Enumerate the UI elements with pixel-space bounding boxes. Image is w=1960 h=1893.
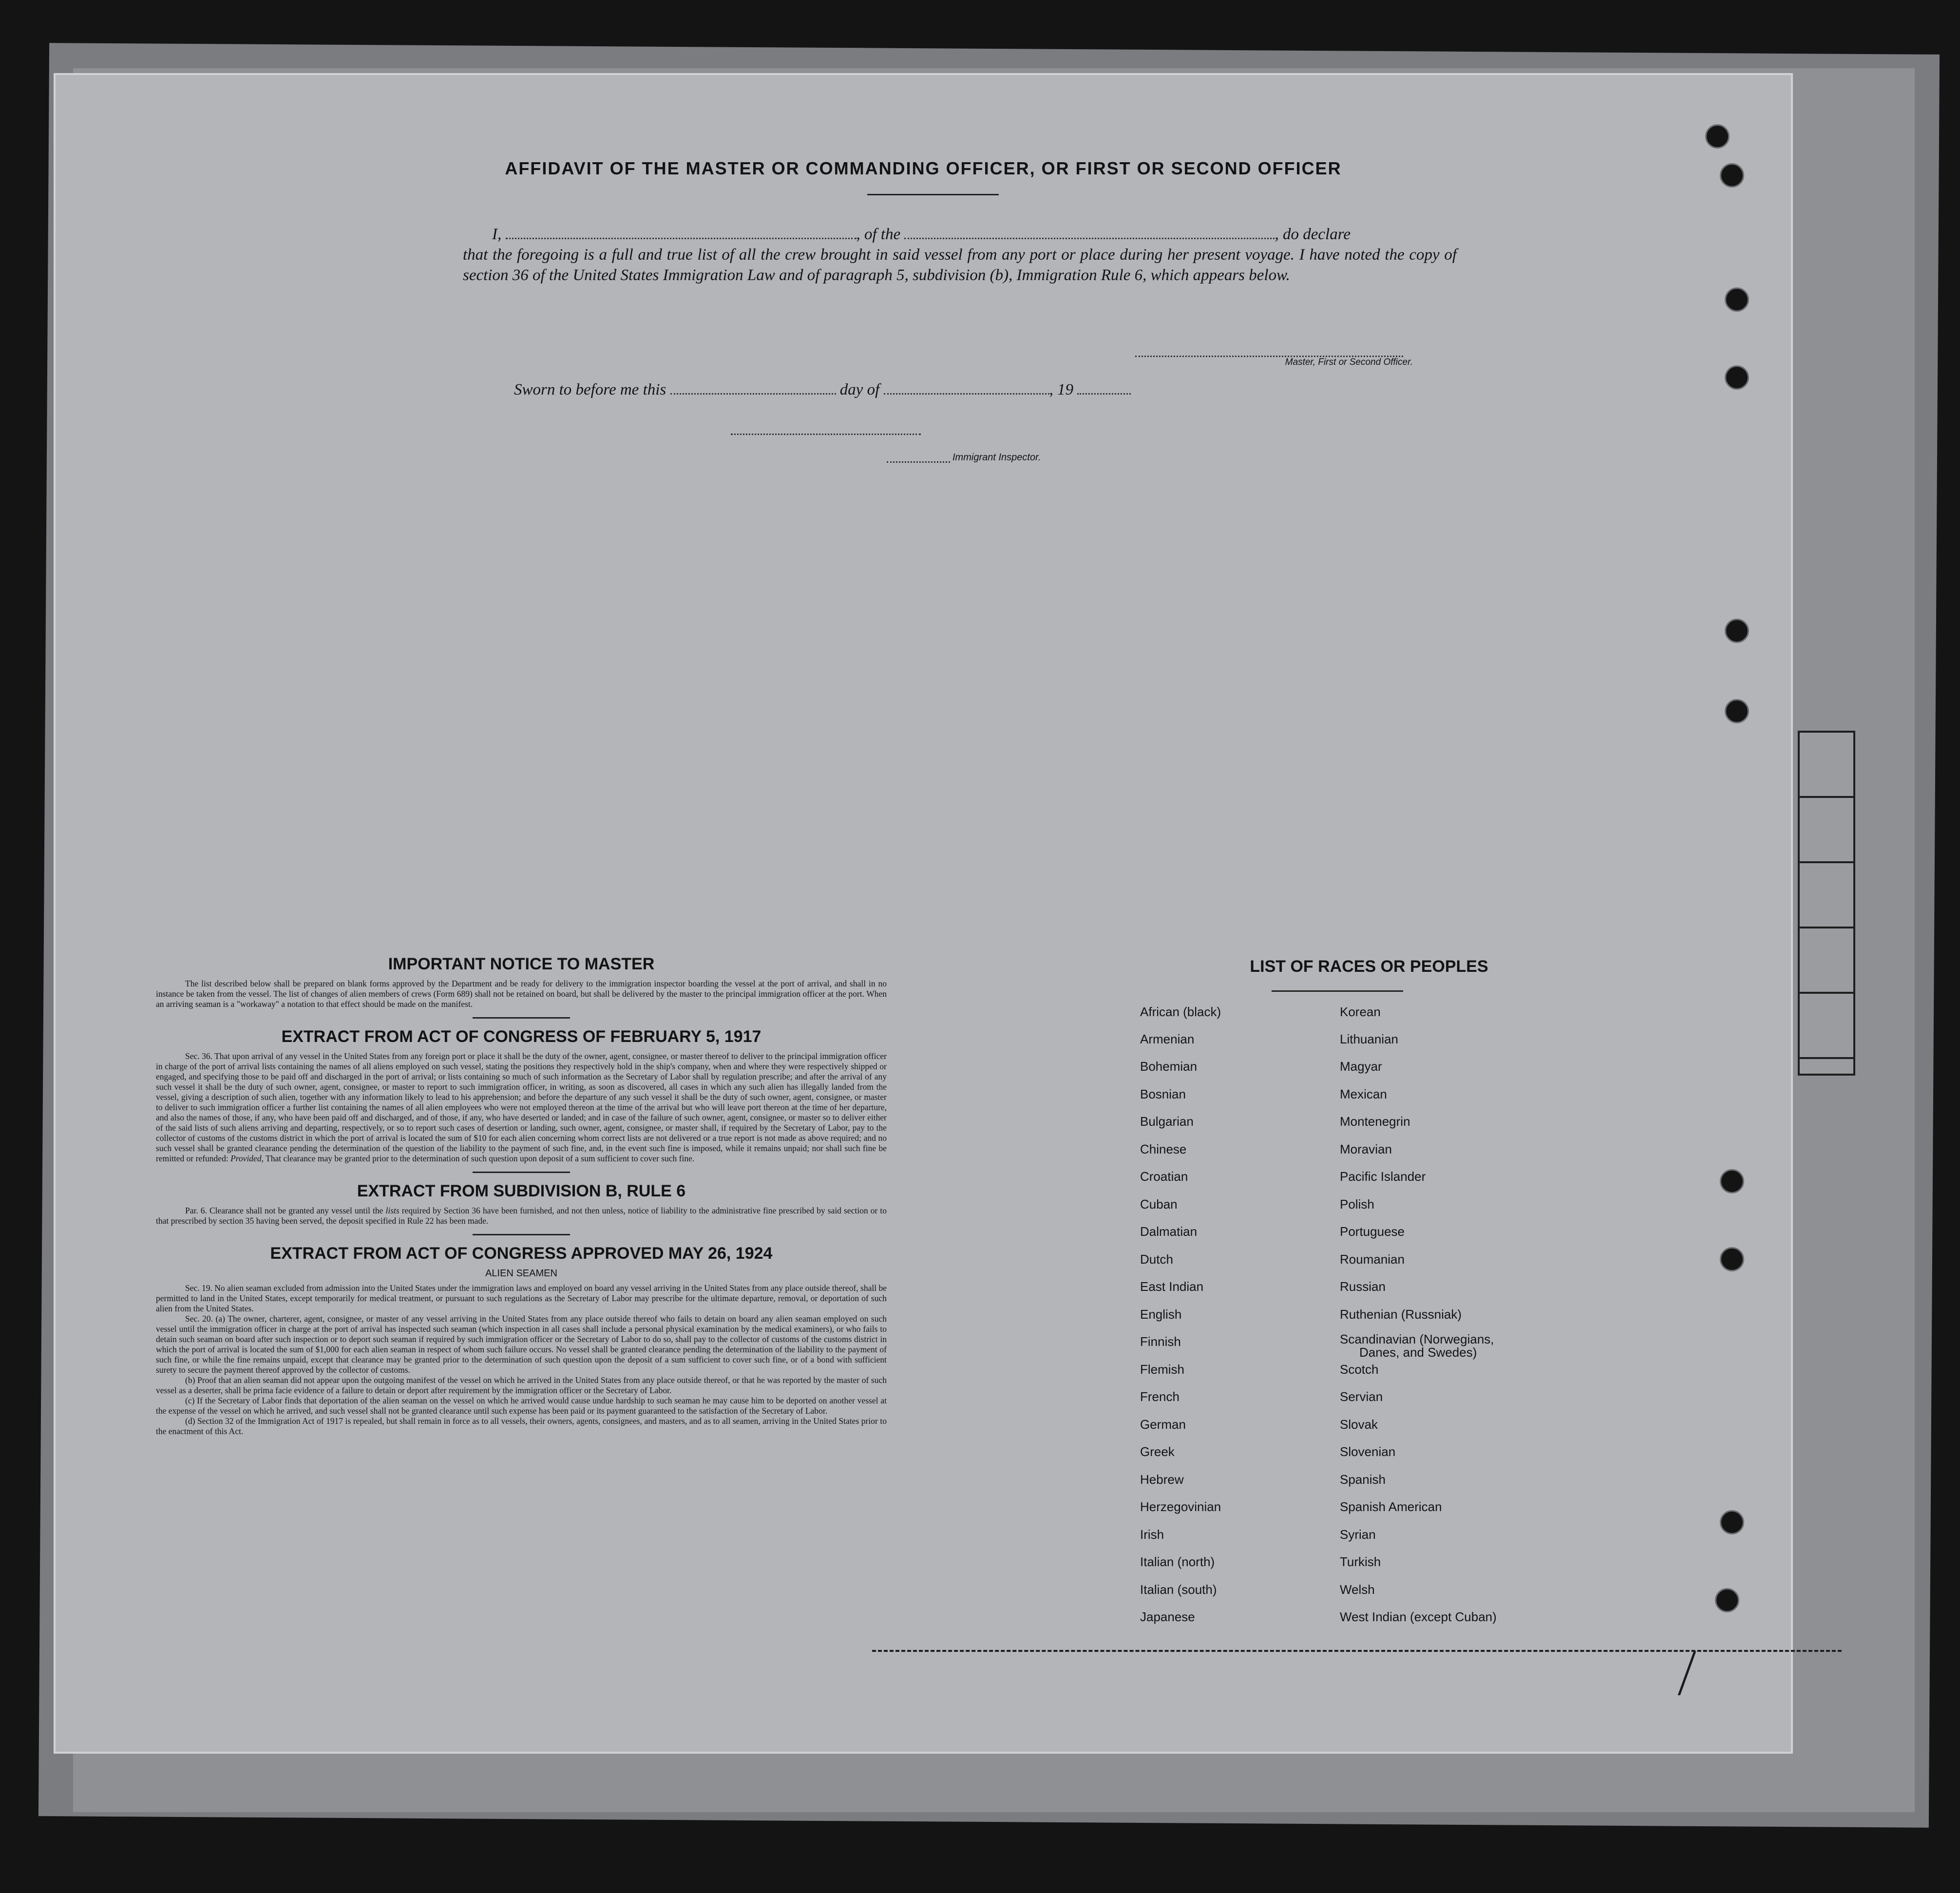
sec-19-text: Sec. 19. No alien seaman excluded from admission into the United States under the immigration laws and employed on board any vessel arriving in the United States from any place outside thereof, shall be permitted to land in the United States, except temporarily for medical treatment, or pursuant to such regulations as the Secretary of Labor may prescribe for the ultimate departure, removal, or deportation of such alien from the United States. [156, 1283, 887, 1313]
punch-hole-icon [1720, 1247, 1744, 1271]
race-item: Ruthenian (Russniak) [1340, 1307, 1462, 1322]
race-item: Bohemian [1140, 1059, 1198, 1074]
sworn-day-blank[interactable] [670, 381, 836, 395]
race-item: Croatian [1140, 1169, 1188, 1184]
race-item: Turkish [1340, 1554, 1381, 1569]
race-item: Bulgarian [1140, 1114, 1194, 1129]
lists-word: lists [385, 1206, 400, 1215]
affidavit-body: that the foregoing is a full and true list of all the crew brought in said vessel from any port or place during her present voyage. I have noted the copy of section 36 of the United States Immigration Law and of paragraph 5, subdivision (b), Immigration Rule 6, which appears below. [463, 246, 1457, 284]
race-item: West Indian (except Cuban) [1340, 1609, 1497, 1624]
race-item: Italian (south) [1140, 1582, 1217, 1597]
race-item: Moravian [1340, 1142, 1392, 1156]
vessel-name-blank[interactable] [904, 226, 1275, 239]
punch-hole-icon [1725, 287, 1749, 312]
race-item: Dutch [1140, 1252, 1173, 1267]
rule-6-heading: EXTRACT FROM SUBDIVISION B, RULE 6 [357, 1182, 686, 1200]
sworn-label: Sworn to before me this [514, 381, 666, 398]
race-item: Armenian [1140, 1032, 1195, 1046]
race-item: Slovak [1340, 1417, 1378, 1432]
act-1917-text-a: Sec. 36. That upon arrival of any vessel in the United States from any foreign port or place it shall be the duty of the owner, agent, consignee, or master thereof to deliver to the principal immigration officer in charge of the port of arrival lists containing the names of all aliens employed on such vessel, stating the positions they respectively hold in the ship's company, when and where they were respectively shipped or engaged, and specifying those to be paid off and discharged in the port of arrival; or lists containing so much of such information as the Secretary of Labor shall by regulation prescribe; and after the arrival of any such vessel it shall be the duty of such owner, agent, consignee, or master to report to such immigration officer, in writing, as soon as discovered, all cases in which any such alien has illegally landed from the vessel, giving a description of such alien, together with any information likely to lead to his apprehension; and before the departure of any such vessel it shall be the duty of such owner, agent, consignee, or master to deliver to such immigration officer a further list containing the names of all alien employees who were not employed thereon at the time of the arrival but who will leave port thereon at the time of her departure, and also the names of those, if any, who have been paid off and discharged, and of those, if any, who have deserted or landed; and in case of the failure of such owner, agent, consignee, or master so to deliver either of the said lists of such aliens arriving and departing, respectively, or so to report such cases of desertion or landing, such owner, agent, consignee, or master shall, if required by the Secretary of Labor, pay to the collector of customs of the customs district in which the port of arrival is located the sum of $10 for each alien concerning whom correct lists are not delivered or a true report is not made as above required; and no such vessel shall be granted clearance pending the determination of the question of the liability to the payment of such fine, and, in the event such fine is imposed, while it remains unpaid; nor shall such fine be remitted or refunded: [156, 1051, 887, 1163]
punch-hole-icon [1725, 365, 1749, 390]
punch-hole-icon [1720, 1169, 1744, 1193]
side-tab-strip [1798, 731, 1855, 1076]
inspector-signature-line-2[interactable] [887, 461, 950, 463]
race-item: Mexican [1340, 1087, 1387, 1101]
race-item: Slovenian [1340, 1444, 1396, 1459]
affidavit-text [463, 224, 1457, 285]
race-item: Danes, and Swedes) [1359, 1345, 1477, 1360]
officer-name-blank[interactable] [506, 226, 856, 239]
dashed-rule [872, 1650, 1842, 1652]
race-item: Montenegrin [1340, 1114, 1410, 1129]
race-item: French [1140, 1389, 1180, 1404]
punch-hole-icon [1725, 699, 1749, 723]
act-1917-text-b: That clearance may be granted prior to the determination of such question upon deposit of a sum sufficient to cover such fine. [266, 1154, 695, 1163]
punch-hole-icon [1715, 1588, 1739, 1612]
race-item: Spanish American [1340, 1499, 1442, 1514]
rule-6-text [156, 1206, 887, 1226]
provided-word: Provided, [230, 1154, 264, 1163]
race-item: East Indian [1140, 1279, 1204, 1294]
race-item: Scandinavian (Norwegians, [1340, 1332, 1494, 1346]
punch-hole-icon [1725, 619, 1749, 643]
race-item: Magyar [1340, 1059, 1382, 1074]
race-item: Portuguese [1340, 1224, 1405, 1239]
master-signature-label: Master, First or Second Officer. [1285, 357, 1413, 367]
sworn-month-blank[interactable] [884, 381, 1049, 395]
race-item: Spanish [1340, 1472, 1386, 1487]
i-label: I, [492, 226, 502, 243]
notice-column [156, 955, 887, 1437]
sec-20c-text: (c) If the Secretary of Labor finds that deportation of the alien seaman on the vessel on which he arrived would cause undue hardship to such seaman he may cause him to be deported on another vessel at the expense of the vessel on which he arrived, and such vessel shall not be granted clearance until such expense has been paid or its payment guaranteed to the satisfaction of the Secretary of Labor. [156, 1396, 887, 1416]
sworn-year-blank[interactable] [1077, 381, 1131, 395]
title-divider [867, 194, 999, 195]
race-item: Hebrew [1140, 1472, 1184, 1487]
race-item: Polish [1340, 1197, 1374, 1212]
race-item: Flemish [1140, 1362, 1185, 1377]
day-of-label: day of [839, 381, 880, 398]
race-item: Roumanian [1340, 1252, 1405, 1267]
year-prefix: , 19 [1049, 381, 1074, 398]
race-item: Syrian [1340, 1527, 1376, 1542]
section-divider [473, 1172, 570, 1173]
sec-20a-text: Sec. 20. (a) The owner, charterer, agent, consignee, or master of any vessel arriving in the United States from any place outside thereof who fails to detain on board any alien seaman employed on such vessel until the immigration officer in charge at the port of arrival has inspected such seaman (which inspection in all cases shall include a personal physical examination by the medical examiners), or who fails to detain such seaman on board after such inspection or to deport such seaman if required by such immigration officer or the Secretary of Labor to do so, shall pay to the collector of customs of the customs district in which the port of arrival is located the sum of $1,000 for each alien seaman in respect of whom such failure occurs. No vessel shall be granted clearance pending the determination of the liability to the payment of such fine, or while the fine remains unpaid, except that clearance may be granted prior to the determination of such question upon the deposit of a sum sufficient to cover such fine, or of a bond with sufficient surety to secure the payment thereof approved by the collector of customs. [156, 1314, 887, 1375]
race-item: Korean [1340, 1004, 1381, 1019]
inspector-label: Immigrant Inspector. [952, 452, 1041, 463]
alien-seamen-subheading: ALIEN SEAMEN [485, 1268, 557, 1279]
race-item: Welsh [1340, 1582, 1375, 1597]
rule-6-text-b: required by Section 36 have been furnished, and not then unless, notice of liability to the administrative fine prescribed by said section or to that prescribed by section 35 having been served, the deposit specified in Rule 22 has been made. [156, 1206, 887, 1226]
race-item: Greek [1140, 1444, 1175, 1459]
race-item: Dalmatian [1140, 1224, 1198, 1239]
inspector-signature-line[interactable] [731, 434, 921, 435]
race-item: Russian [1340, 1279, 1386, 1294]
punch-hole-icon [1720, 1510, 1744, 1534]
race-item: Finnish [1140, 1334, 1181, 1349]
notice-text: The list described below shall be prepared on blank forms approved by the Department and be ready for delivery to the immigration inspector boarding the vessel at the port of arrival, and shall in no instance be taken from the vessel. The list of changes of alien members of crews (Form 689) shall not be retained on board, but shall be delivered by the master to the principal immigration officer at the port. When an arriving seaman is a "workaway" a notation to that effect should be made on the manifest. [156, 979, 887, 1009]
race-item: Lithuanian [1340, 1032, 1398, 1046]
act-1917-text [156, 1051, 887, 1164]
sec-20d-text: (d) Section 32 of the Immigration Act of 1917 is repealed, but shall remain in force as to all vessels, their owners, agents, consignees, and masters, and as to all seamen, arriving in the United States prior to the enactment of this Act. [156, 1416, 887, 1436]
do-declare-label: , do declare [1275, 226, 1351, 243]
race-item: Irish [1140, 1527, 1164, 1542]
rule-6-text-a: Par. 6. Clearance shall not be granted any vessel until the [185, 1206, 383, 1215]
race-item: Herzegovinian [1140, 1499, 1221, 1514]
notice-heading: IMPORTANT NOTICE TO MASTER [388, 955, 655, 973]
race-item: Pacific Islander [1340, 1169, 1426, 1184]
of-the-label: , of the [856, 226, 901, 243]
form-page [54, 73, 1793, 1754]
section-divider [473, 1234, 570, 1235]
act-1917-heading: EXTRACT FROM ACT OF CONGRESS OF FEBRUARY 5, 1917 [281, 1027, 761, 1046]
race-item: Bosnian [1140, 1087, 1186, 1101]
races-divider [1272, 990, 1403, 992]
race-item: Japanese [1140, 1609, 1195, 1624]
race-item: English [1140, 1307, 1182, 1322]
race-item: Servian [1340, 1389, 1383, 1404]
race-item: Italian (north) [1140, 1554, 1215, 1569]
section-divider [473, 1017, 570, 1019]
punch-hole-icon [1705, 124, 1730, 149]
act-1924-heading: EXTRACT FROM ACT OF CONGRESS APPROVED MAY 26, 1924 [270, 1244, 773, 1263]
race-item: German [1140, 1417, 1186, 1432]
sworn-line [514, 381, 1131, 399]
race-item: Cuban [1140, 1197, 1178, 1212]
sec-20b-text: (b) Proof that an alien seaman did not appear upon the outgoing manifest of the vessel on which he arrived in the United States from any place outside thereof, or that he was reported by the master of such vessel as a deserter, shall be prima facie evidence of a failure to detain or deport after requirement by the immigration officer or the Secretary of Labor. [156, 1375, 887, 1395]
race-item: African (black) [1140, 1004, 1221, 1019]
affidavit-title: AFFIDAVIT OF THE MASTER OR COMMANDING OFFICER, OR FIRST OR SECOND OFFICER [505, 158, 1342, 178]
races-heading: LIST OF RACES OR PEOPLES [1250, 957, 1488, 976]
race-item: Chinese [1140, 1142, 1187, 1156]
race-item: Scotch [1340, 1362, 1379, 1377]
